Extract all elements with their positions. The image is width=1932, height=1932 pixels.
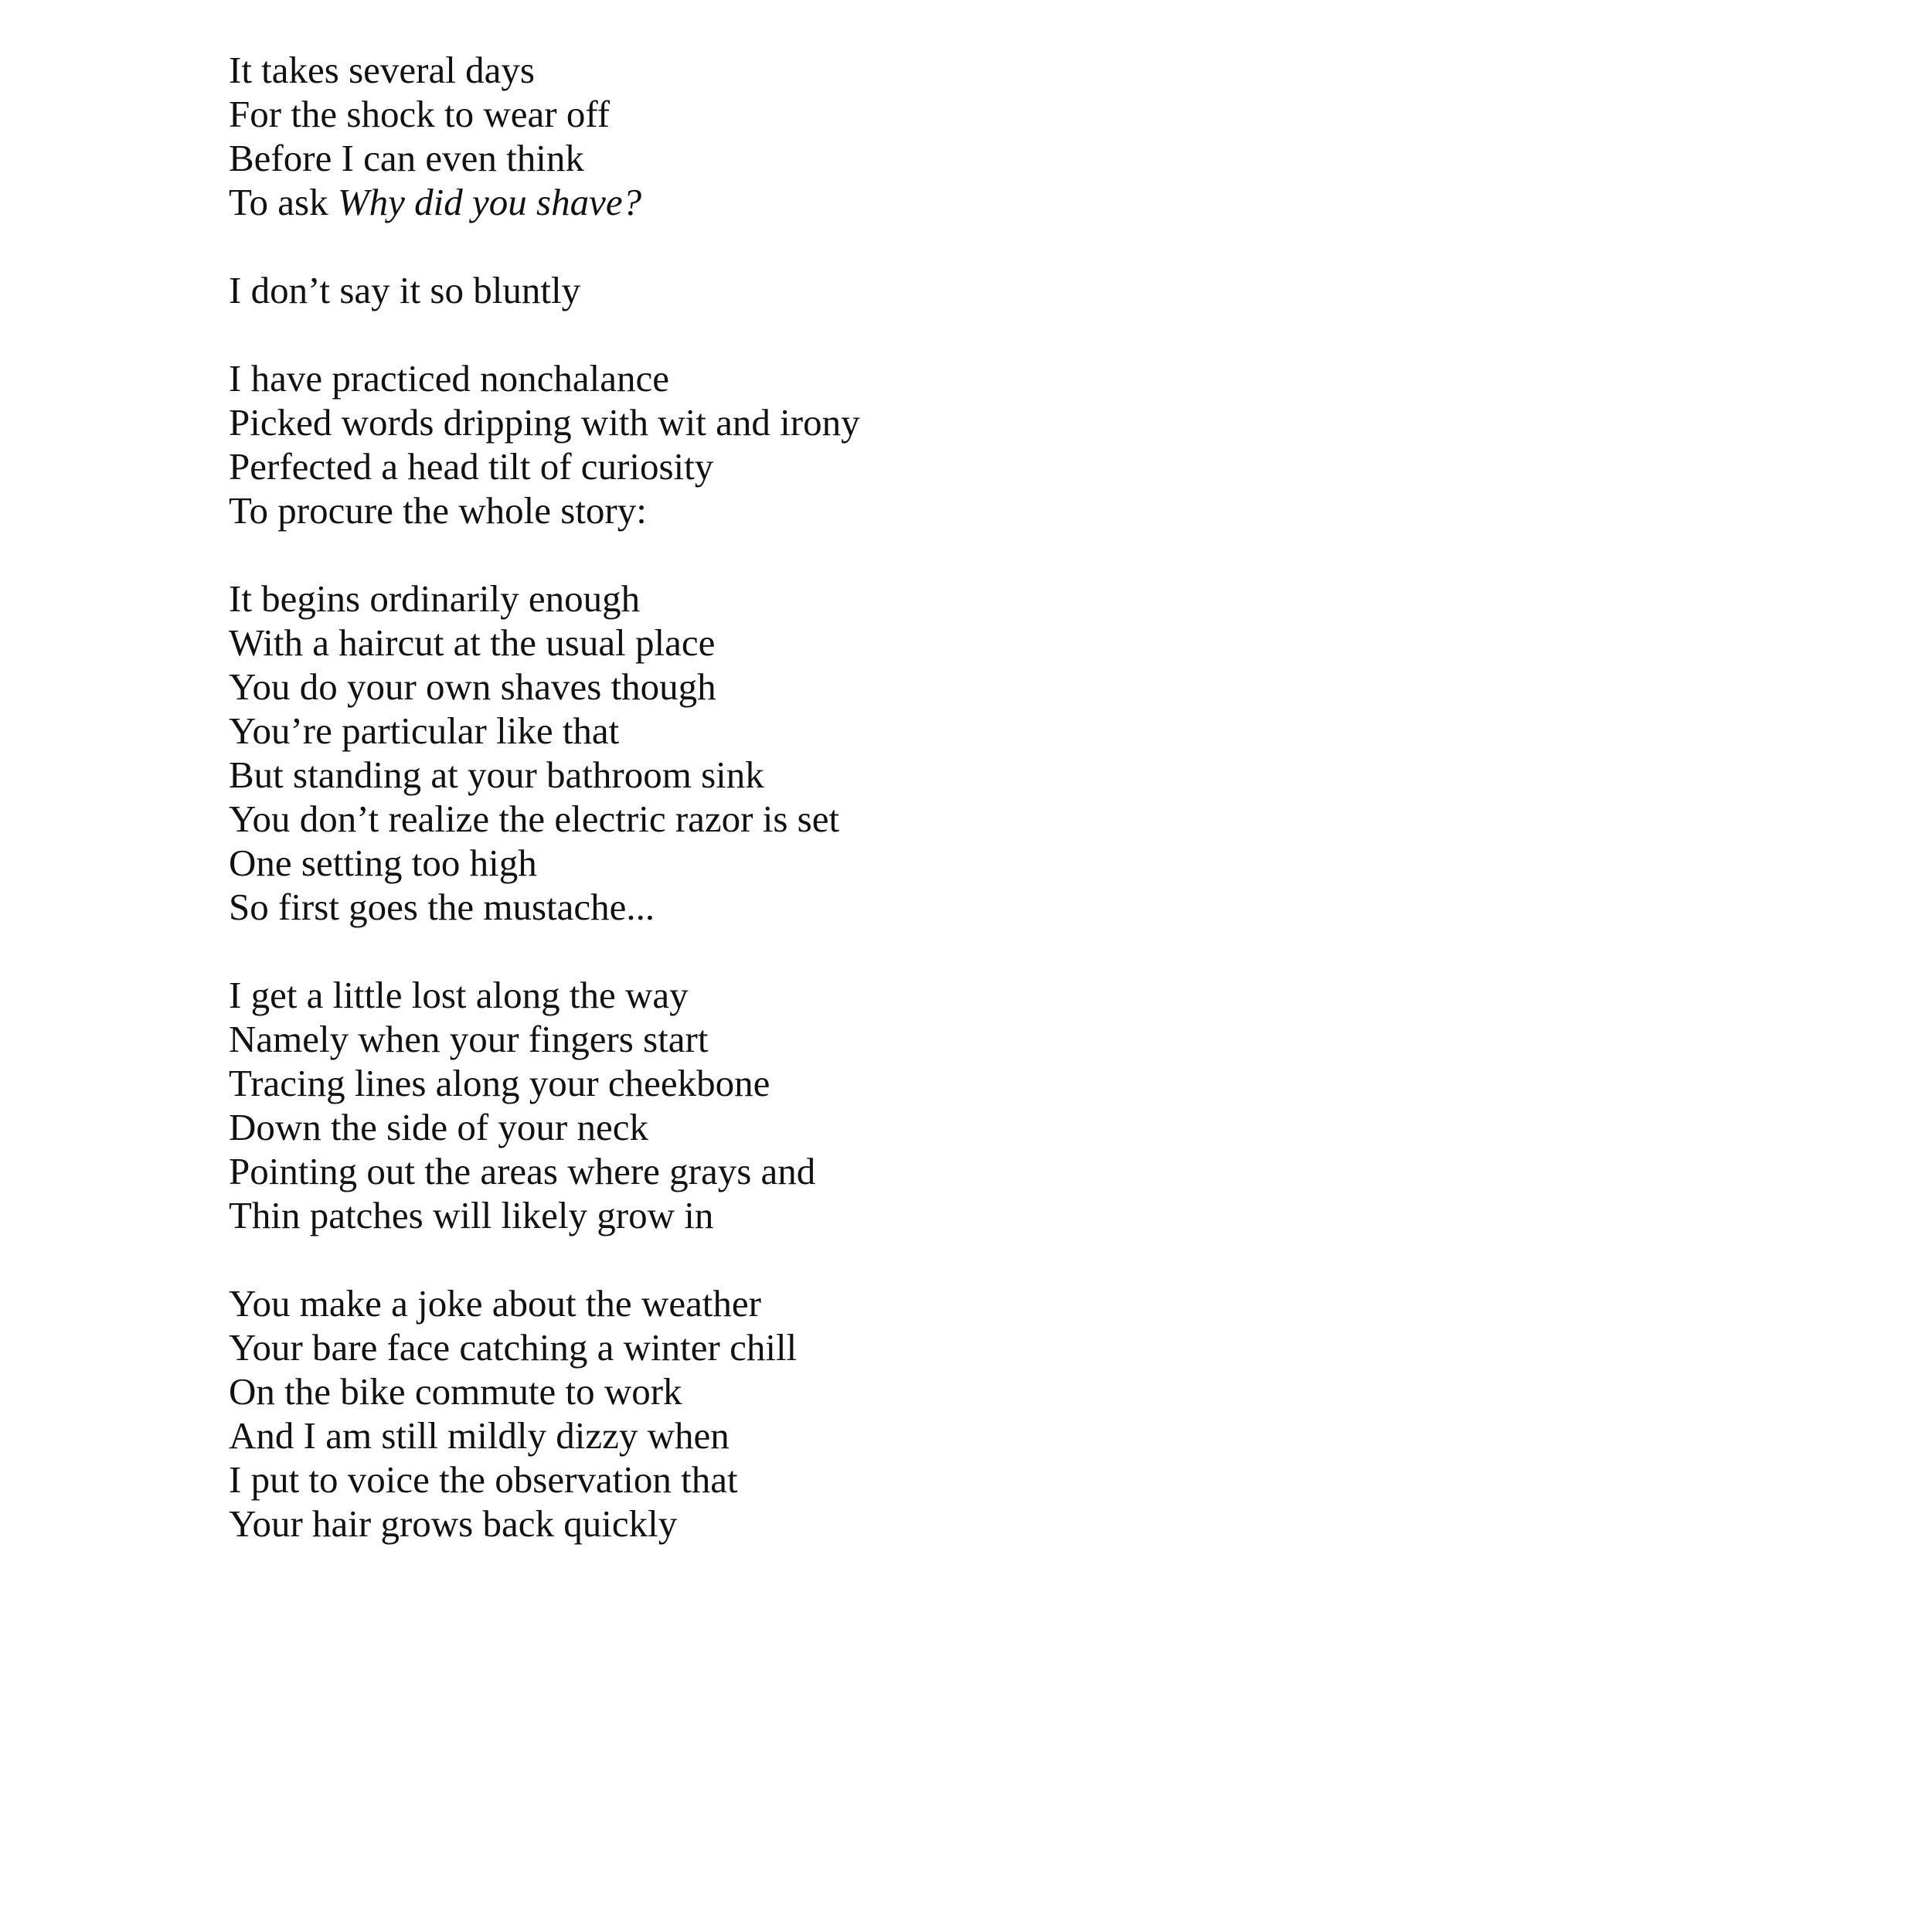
stanza-4 — [229, 577, 1311, 929]
poem-line: Before I can even think — [229, 137, 584, 179]
poem-line: Your bare face catching a winter chill — [229, 1326, 798, 1369]
poem-line: You do your own shaves though — [229, 665, 716, 708]
poem-line: Down the side of your neck — [229, 1106, 648, 1148]
poem-line: I don’t say it so bluntly — [229, 269, 581, 311]
stanza-2 — [229, 268, 1311, 312]
poem-line: On the bike commute to work — [229, 1370, 682, 1413]
stanza-3 — [229, 356, 1311, 532]
poem-line: Tracing lines along your cheekbone — [229, 1062, 770, 1104]
poem-line: Your hair grows back quickly — [229, 1502, 678, 1545]
poem-line: You make a joke about the weather — [229, 1282, 761, 1325]
poem-line: Thin patches will likely grow in — [229, 1194, 714, 1236]
poem-line: For the shock to wear off — [229, 93, 611, 135]
stanza-5 — [229, 973, 1311, 1237]
poem-line: With a haircut at the usual place — [229, 621, 716, 664]
poem-line: Namely when your fingers start — [229, 1018, 709, 1060]
poem-line: I have practiced nonchalance — [229, 357, 669, 400]
poem-line: To procure the whole story: — [229, 489, 647, 532]
poem-line: I get a little lost along the way — [229, 974, 689, 1016]
stanza-1 — [229, 48, 1311, 224]
poem-line: Perfected a head tilt of curiosity — [229, 445, 714, 488]
poem-line: But standing at your bathroom sink — [229, 753, 764, 796]
poem-line: And I am still mildly dizzy when — [229, 1414, 730, 1457]
italic-question: Why did you shave? — [337, 181, 642, 223]
poem-line-with-italic — [229, 180, 1311, 224]
poem-line: So first goes the mustache... — [229, 886, 655, 928]
poem-line: I put to voice the observation that — [229, 1458, 738, 1501]
poem-line: It takes several days — [229, 49, 535, 91]
line-prefix: To ask — [229, 181, 338, 223]
poem-line: Picked words dripping with wit and irony — [229, 401, 860, 444]
poem-line: One setting too high — [229, 842, 537, 884]
poem-line: Pointing out the areas where grays and — [229, 1150, 816, 1192]
poem-line: It begins ordinarily enough — [229, 577, 641, 620]
stanza-6 — [229, 1281, 1311, 1546]
poem-line: You don’t realize the electric razor is set — [229, 798, 840, 840]
poem-body — [229, 48, 1311, 1590]
poem-line: You’re particular like that — [229, 709, 620, 752]
